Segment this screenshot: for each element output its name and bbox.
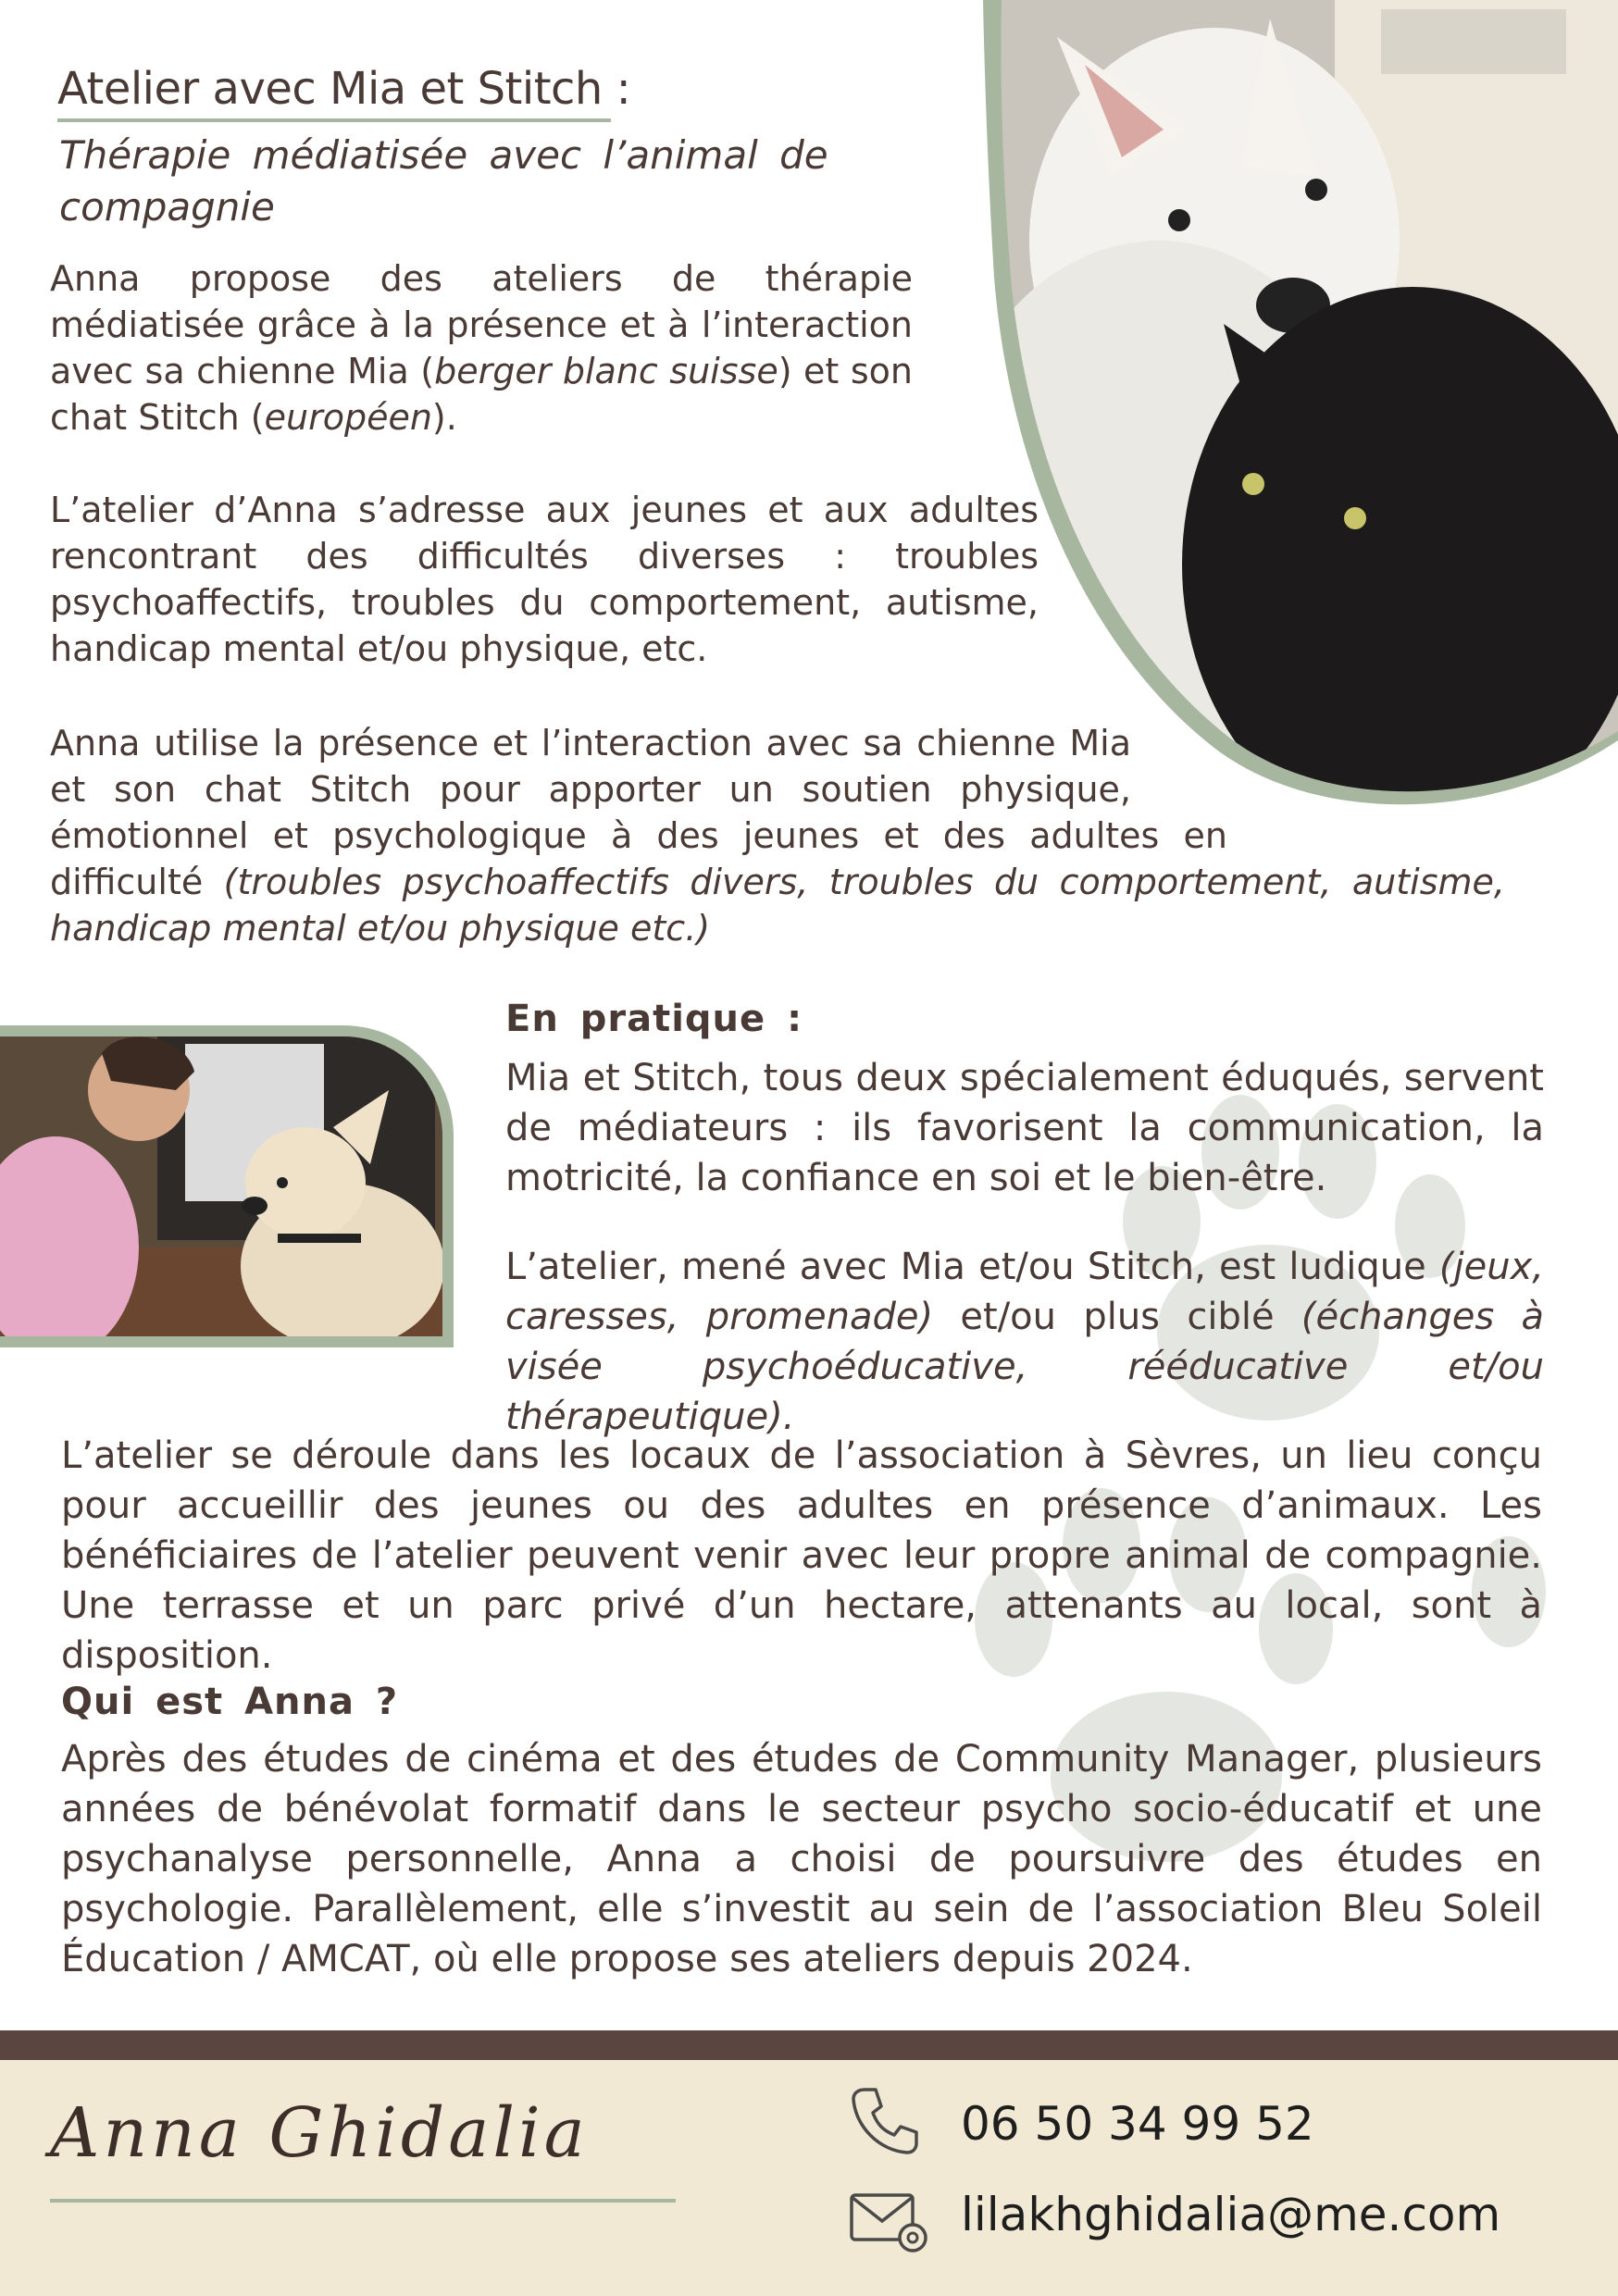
phone-number[interactable]: 06 50 34 99 52 <box>961 2097 1314 2151</box>
signature: Anna Ghidalia <box>50 2093 589 2173</box>
phone-icon <box>848 2084 922 2158</box>
dog-and-cat-photo <box>983 0 1618 814</box>
title-underline <box>57 118 611 122</box>
intro-paragraph-3: Anna utilise la présence et l’interaction avec sa chienne Mia et son chat Stitch pour apporter un soutien physique, émotionnel et psychologique à des jeunes et des adultes en difficulté (troubles psychoaffectifs divers, troubles du comportement, autisme, handicap mental et/ou physique etc.) <box>50 723 1505 949</box>
pratique-paragraph-2: L’atelier, mené avec Mia et/ou Stitch, est ludique (jeux, caresses, promenade) et/ou plus ciblé (échanges à visée psychoéducative, rééducative et/ou thérapeutique). <box>505 1246 1544 1438</box>
section-heading-anna: Qui est Anna ? <box>61 1681 399 1723</box>
anna-paragraph: Après des études de cinéma et des études de Community Manager, plusieurs années de bénévolat formatif dans le secteur psycho socio-éducatif et une psychanalyse personnelle, Anna a choisi de poursuivre des études en psychologie. Parallèlement, elle s’investit au sein de l’association Bleu Soleil Éducation / AMCAT, où elle propose ses ateliers depuis 2024. <box>61 1738 1542 1980</box>
location-paragraph: L’atelier se déroule dans les locaux de l’association à Sèvres, un lieu conçu pour accueillir des jeunes ou des adultes en présence d’animaux. Les bénéficiaires de l’atelier peuvent venir avec leur propre animal de compagnie. Une terrasse et un parc privé d’un hectare, attenants au local, sont à disposition. <box>61 1434 1542 1677</box>
page-subtitle: Thérapie médiatisée avec l’animal de compagnie <box>59 132 828 230</box>
signature-underline <box>50 2199 676 2203</box>
footer-divider-band <box>0 2030 1618 2060</box>
mail-at-icon <box>848 2188 931 2253</box>
child-with-dog-photo <box>0 1025 454 1347</box>
intro-paragraph-2: L’atelier d’Anna s’adresse aux jeunes et aux adultes rencontrant des difficultés diverses : troubles psychoaffectifs, troubles du comportement, autisme, handicap mental et/ou physique, etc. <box>50 490 1039 669</box>
pratique-paragraph-1: Mia et Stitch, tous deux spécialement éduqués, servent de médiateurs : ils favorisent la communication, la motricité, la confiance en soi et le bien-être. <box>505 1057 1544 1199</box>
intro-paragraph-1: Anna propose des ateliers de thérapie médiatisée grâce à la présence et à l’interaction avec sa chienne Mia (berger blanc suisse) et son chat Stitch (européen). <box>50 258 913 438</box>
email-address[interactable]: lilakhghidalia@me.com <box>961 2188 1501 2241</box>
section-heading-pratique: En pratique : <box>505 998 803 1040</box>
page-title: Atelier avec Mia et Stitch : <box>57 63 631 115</box>
